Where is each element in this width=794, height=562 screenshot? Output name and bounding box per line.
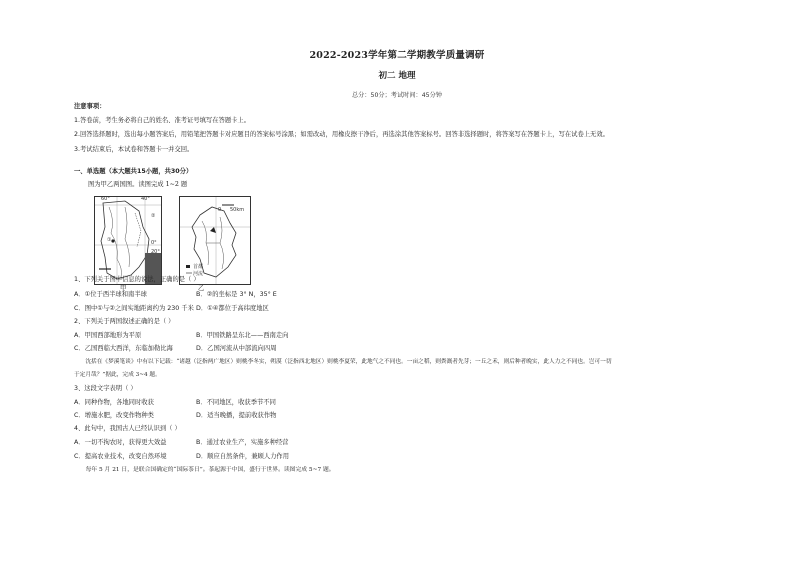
section-intro: 图为甲乙两国图。读图完成 1~2 题	[88, 181, 188, 188]
notes-heading: 注意事项：	[74, 103, 106, 110]
notes-item-2: 2.回答选择题时，选出每小题答案后，用铅笔把答题卡对应题目的答案标号涂黑；如需改动，用橡皮擦干净后，再选涂其他答案标号。回答非选择题时，将答案写在答题卡上，写在试卷上无效。	[74, 131, 609, 138]
map-a-label-1: 60°	[101, 196, 110, 202]
exam-meta: 总分：50分；考试时间：45分钟	[352, 92, 442, 99]
q2-option-b: B．甲国铁路呈东北——西南走向	[196, 332, 289, 339]
exam-title: 2022-2023学年第二学期教学质量调研	[309, 50, 485, 61]
passage-line-1: 沈括在《梦溪笔谈》中有以下记载：“诸越（泛指两广地区）则桃李冬实，朔漠（泛指西北地区）则桃李夏荣，此地气之不同也。一亩之稻，则粪溉者先芽；一丘之禾，则后种者晚实，此人力之不同也。岂可一切	[74, 359, 612, 365]
q1-stem: 1、下列关于图中信息的说法，正确的是（ ）	[74, 276, 200, 283]
map-b-legend-capital: 首都	[193, 264, 204, 270]
notes-item-3: 3.考试结束后，本试卷和答题卡一并交回。	[74, 146, 194, 153]
section-heading: 一、单选题（本大题共15小题，共30分）	[74, 168, 193, 175]
map-a-label-2: 40°	[141, 196, 150, 202]
passage-line-2: 于定月哉？”据此，完成 3~4 题。	[74, 372, 161, 378]
map-a	[94, 196, 162, 285]
map-b-legend-river: 河流	[193, 271, 204, 277]
notes-item-1: 1.答卷前，考生务必将自己的姓名、准考证号填写在答题卡上。	[74, 117, 251, 124]
map-b-caption: 乙	[198, 285, 205, 292]
q3-stem: 3、这段文字表明（ ）	[74, 385, 137, 392]
map-a-label-6: 20°	[151, 249, 160, 255]
map-b	[179, 196, 251, 285]
q3-option-c: C．增施水肥，改变作物种类	[74, 412, 154, 419]
map-b-scale-50: 50km	[230, 207, 245, 213]
q3-option-a: A．同种作物，各地同时收获	[74, 399, 154, 406]
q2-stem: 2、下列关于两国叙述正确的是（ ）	[74, 318, 175, 325]
passage-2: 每年 5 月 21 日，是联合国确定的“国际茶日”。茶起源于中国，盛行于世界。读图完成 5~7 题。	[74, 467, 335, 473]
q2-option-d: D．乙国河流从中部流向四周	[196, 345, 277, 352]
map-a-caption: 甲	[120, 285, 127, 292]
exam-subtitle: 初二 地理	[378, 71, 416, 81]
q4-option-a: A．一切不拘农时，获得更大效益	[74, 439, 167, 446]
q2-option-a: A．甲国西部地形为平原	[74, 332, 142, 339]
map-a-label-3: ①	[107, 237, 112, 243]
map-a-label-4: ②	[151, 213, 156, 219]
q2-option-c: C．乙国西临大西洋，东临加勒比海	[74, 345, 173, 352]
q1-option-a: A．①位于西半球和南半球	[74, 291, 147, 298]
map-b-scale-0: 0	[218, 207, 222, 213]
q4-option-d: D．顺应自然条件，兼顾人力作用	[196, 453, 290, 460]
q1-option-d: D．①④都位于高纬度地区	[196, 305, 269, 312]
q4-stem: 4、此句中，我国古人已经认识到（ ）	[74, 425, 181, 432]
q4-option-c: C．提高农业技术，改变自然环境	[74, 453, 167, 460]
q3-option-b: B．不同地区，收获季节不同	[196, 399, 276, 406]
q4-option-b: B．通过农业生产，实施多种经营	[196, 439, 289, 446]
map-a-label-5: 0°	[151, 240, 157, 246]
q1-option-b: B．②的坐标是 3° N，35° E	[196, 291, 277, 298]
q1-option-c: C．图中①与②之间实地距离约为 230 千米	[74, 305, 194, 312]
q3-option-d: D．适当晚播，提前收获作物	[196, 412, 277, 419]
